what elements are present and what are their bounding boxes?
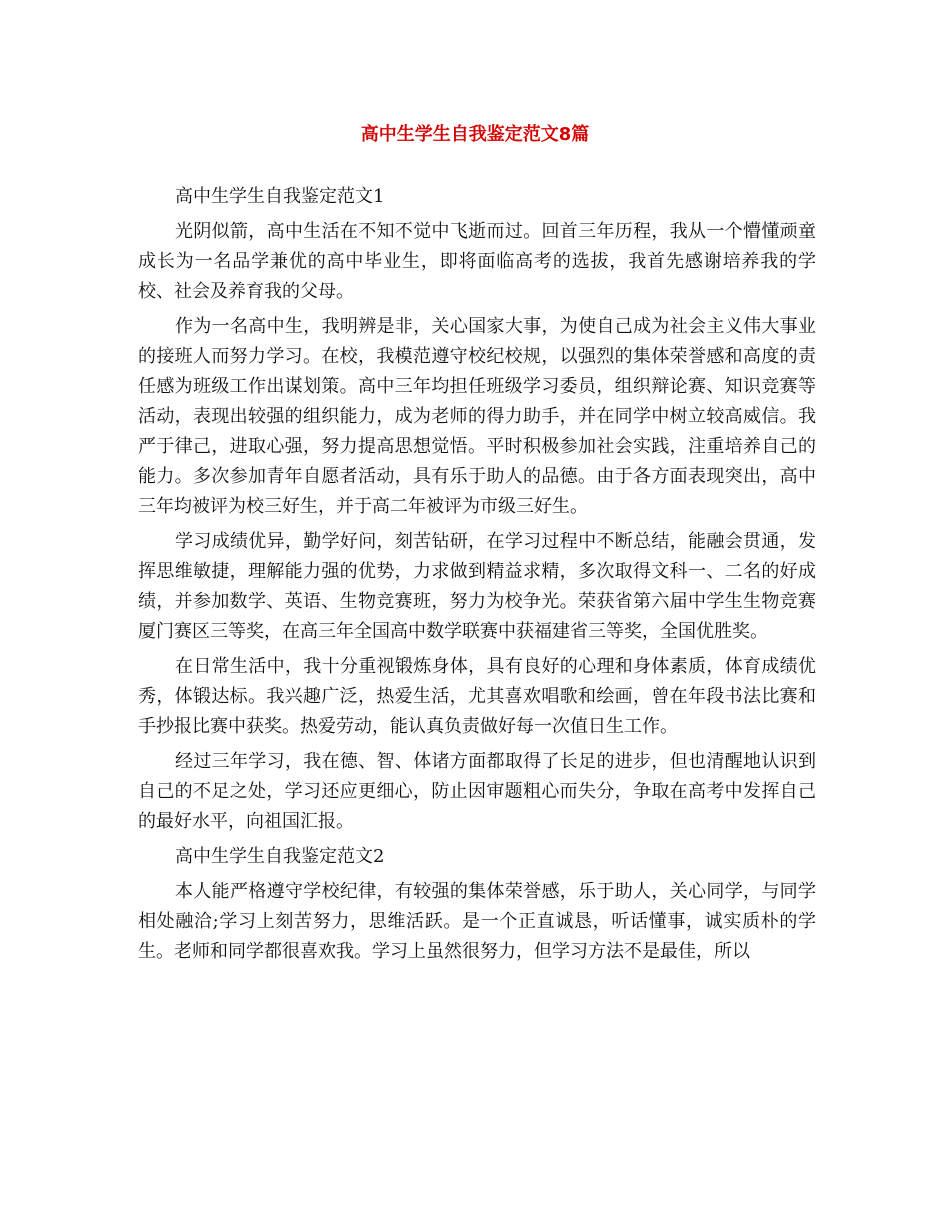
page-title: 高中生学生自我鉴定范文8篇 xyxy=(360,124,590,145)
document-body xyxy=(138,182,816,972)
body-paragraph: 学习成绩优异，勤学好问，刻苦钻研，在学习过程中不断总结，能融会贯通，发挥思维敏捷，理解能力强的优势，力求做到精益求精，多次取得文科一、二名的好成绩，并参加数学、英语、生物竞赛班，努力为校争光。荣获省第六届中学生生物竞赛厦门赛区三等奖，在高三年全国高中数学联赛中获福建省三等奖，全国优胜奖。 xyxy=(138,531,816,642)
body-paragraph: 光阴似箭，高中生活在不知不觉中飞逝而过。回首三年历程，我从一个懵懂顽童成长为一名品学兼优的高中毕业生，即将面临高考的选拔，我首先感谢培养我的学校、社会及养育我的父母。 xyxy=(138,221,816,302)
section-heading-1: 高中生学生自我鉴定范文1 xyxy=(175,186,385,207)
body-paragraph: 本人能严格遵守学校纪律，有较强的集体荣誉感，乐于助人，关心同学，与同学相处融洽;学习上刻苦努力，思维活跃。是一个正直诚恳，听话懂事，诚实质朴的学生。老师和同学都很喜欢我。学习上虽然很努力，但学习方法不是最佳，所以 xyxy=(138,881,816,962)
section-heading-2: 高中生学生自我鉴定范文2 xyxy=(175,846,385,867)
body-paragraph: 作为一名高中生，我明辨是非，关心国家大事，为使自己成为社会主义伟大事业的接班人而努力学习。在校，我模范遵守校纪校规，以强烈的集体荣誉感和高度的责任感为班级工作出谋划策。高中三年均担任班级学习委员，组织辩论赛、知识竞赛等活动，表现出较强的组织能力，成为老师的得力助手，并在同学中树立较高威信。我严于律己，进取心强，努力提高思想觉悟。平时积极参加社会实践，注重培养自己的能力。多次参加青年自愿者活动，具有乐于助人的品德。由于各方面表现突出，高中三年均被评为校三好生，并于高二年被评为市级三好生。 xyxy=(138,316,816,517)
body-paragraph: 在日常生活中，我十分重视锻炼身体，具有良好的心理和身体素质，体育成绩优秀，体锻达标。我兴趣广泛，热爱生活，尤其喜欢唱歌和绘画，曾在年段书法比赛和手抄报比赛中获奖。热爱劳动，能认真负责做好每一次值日生工作。 xyxy=(138,656,816,737)
body-paragraph: 经过三年学习，我在德、智、体诸方面都取得了长足的进步，但也清醒地认识到自己的不足之处，学习还应更细心，防止因审题粗心而失分，争取在高考中发挥自己的最好水平，向祖国汇报。 xyxy=(138,751,816,832)
